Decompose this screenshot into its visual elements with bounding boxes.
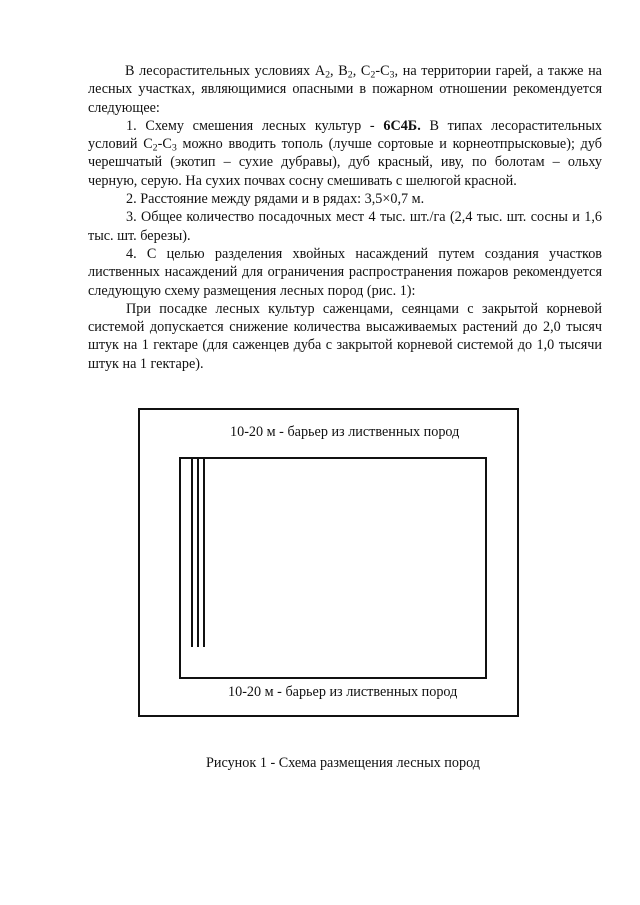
figure-row-line (197, 459, 199, 647)
text-run: -С (375, 63, 390, 79)
paragraph-note: При посадке лесных культур саженцами, сеянцами с закрытой корневой системой допускается снижение количества высаживаемых растений до 2,0 тысяч штук на 1 гектаре (для саженцев дуба с закрытой корневой системой до 1,0 тысячи штук на 1 гектаре). (88, 300, 602, 372)
paragraph-item-4: 4. С целью разделения хвойных насаждений путем создания участков лиственных насаждений для ограничения распространения пожаров рекомендуется следующую схему размещения лесных пород (рис. 1): (88, 245, 602, 299)
subscript: 2 (152, 142, 158, 154)
figure-row-line (203, 459, 205, 647)
text-run: , С (352, 63, 371, 79)
text-run: , на территории гарей, а также на лесных участках, являющимися опасными в пожарном отношении рекомендуется следующее: (88, 63, 602, 116)
figure-barrier-top-label: 10-20 м - барьер из лиственных пород (230, 424, 460, 440)
text-run: В типах лесорастительных условий С (88, 117, 603, 153)
paragraph-item-1 (88, 117, 602, 190)
subscript: 2 (347, 69, 353, 81)
mix-scheme-bold: 6С4Б. (383, 117, 421, 134)
subscript: 3 (171, 142, 177, 154)
subscript: 3 (389, 69, 395, 81)
subscript: 2 (370, 69, 376, 81)
figure-inner-frame (179, 457, 487, 679)
text-run: -С (157, 136, 172, 153)
document-body (88, 62, 602, 373)
subscript: 2 (325, 69, 331, 81)
figure-barrier-bottom-label: 10-20 м - барьер из лиственных пород (228, 684, 458, 700)
text-run: 1. Схему смешения лесных культур - (126, 117, 384, 134)
paragraph-intro (88, 62, 602, 117)
paragraph-item-2: 2. Расстояние между рядами и в рядах: 3,5×0,7 м. (126, 191, 425, 208)
text-run: В лесорастительных условиях А (125, 63, 326, 79)
figure-row-line (191, 459, 193, 647)
text-run: , В (330, 63, 348, 79)
figure-caption: Рисунок 1 - Схема размещения лесных пород (206, 755, 480, 771)
text-run: можно вводить тополь (лучше сортовые и корнеотпрысковые); дуб черешчатый (экотип – сухие дубравы), дуб красный, иву, по болотам – ольху черную, серую. На сухих почвах сосну смешивать с шелюгой красной. (88, 136, 602, 189)
paragraph-item-3: 3. Общее количество посадочных мест 4 тыс. шт./га (2,4 тыс. шт. сосны и 1,6 тыс. шт. березы). (88, 209, 602, 244)
